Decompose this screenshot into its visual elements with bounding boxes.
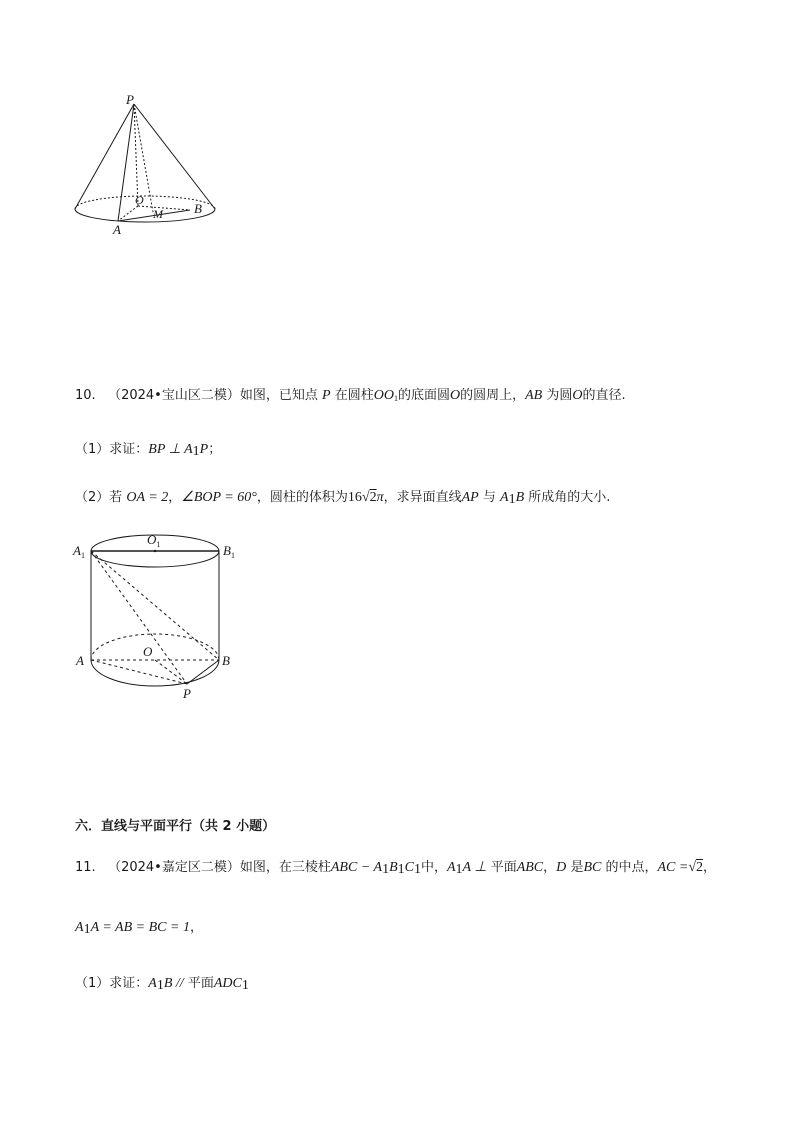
cone-label-A: A <box>113 222 121 237</box>
q10-oo1: $OO_1$ <box>373 388 398 403</box>
cone-label-P: P <box>126 92 134 107</box>
cyl-label-O: O <box>143 644 153 659</box>
q10-stem: 10. （2024•宝山区二模）如图，已知点 P 在圆柱$OO_1$的底面圆O的圆周上，AB 为圆O的直径. <box>75 388 626 403</box>
q11-part1: （1）求证：$A_1B$ // 平面$ADC_1$ <box>75 976 249 993</box>
section-6-title: 六．直线与平面平行（共 2 小题） <box>75 819 276 834</box>
cyl-label-P: P <box>183 686 191 701</box>
q10-part1: （1）求证：BP ⊥ $A_1P$； <box>75 442 222 459</box>
cone-label-M: M <box>153 207 163 221</box>
q11-stem: 11. （2024•嘉定区二模）如图，在三棱柱ABC − $A_1B_1C_1$中，$A_1A$ ⊥ 平面ABC，D 是BC 的中点，AC =√2， <box>75 860 717 877</box>
cylinder-figure <box>70 530 250 705</box>
cone-figure <box>70 92 220 242</box>
cone-label-O: O <box>135 193 144 207</box>
q11-line2: $A_1A$ = AB = BC = 1， <box>75 920 203 937</box>
cone-label-B: B <box>194 201 202 216</box>
q10-part2: （2）若 OA = 2，∠BOP = 60°，圆柱的体积为16√2π，求异面直线AP 与 $A_1B$ 所成角的大小. <box>75 490 611 507</box>
cyl-label-O1: $O_1$ <box>147 532 161 549</box>
cyl-label-B: B <box>222 653 230 668</box>
cyl-label-A: A <box>76 653 84 668</box>
cyl-label-A1: $A_1$ <box>73 543 85 560</box>
cyl-label-B1: $B_1$ <box>223 543 235 560</box>
